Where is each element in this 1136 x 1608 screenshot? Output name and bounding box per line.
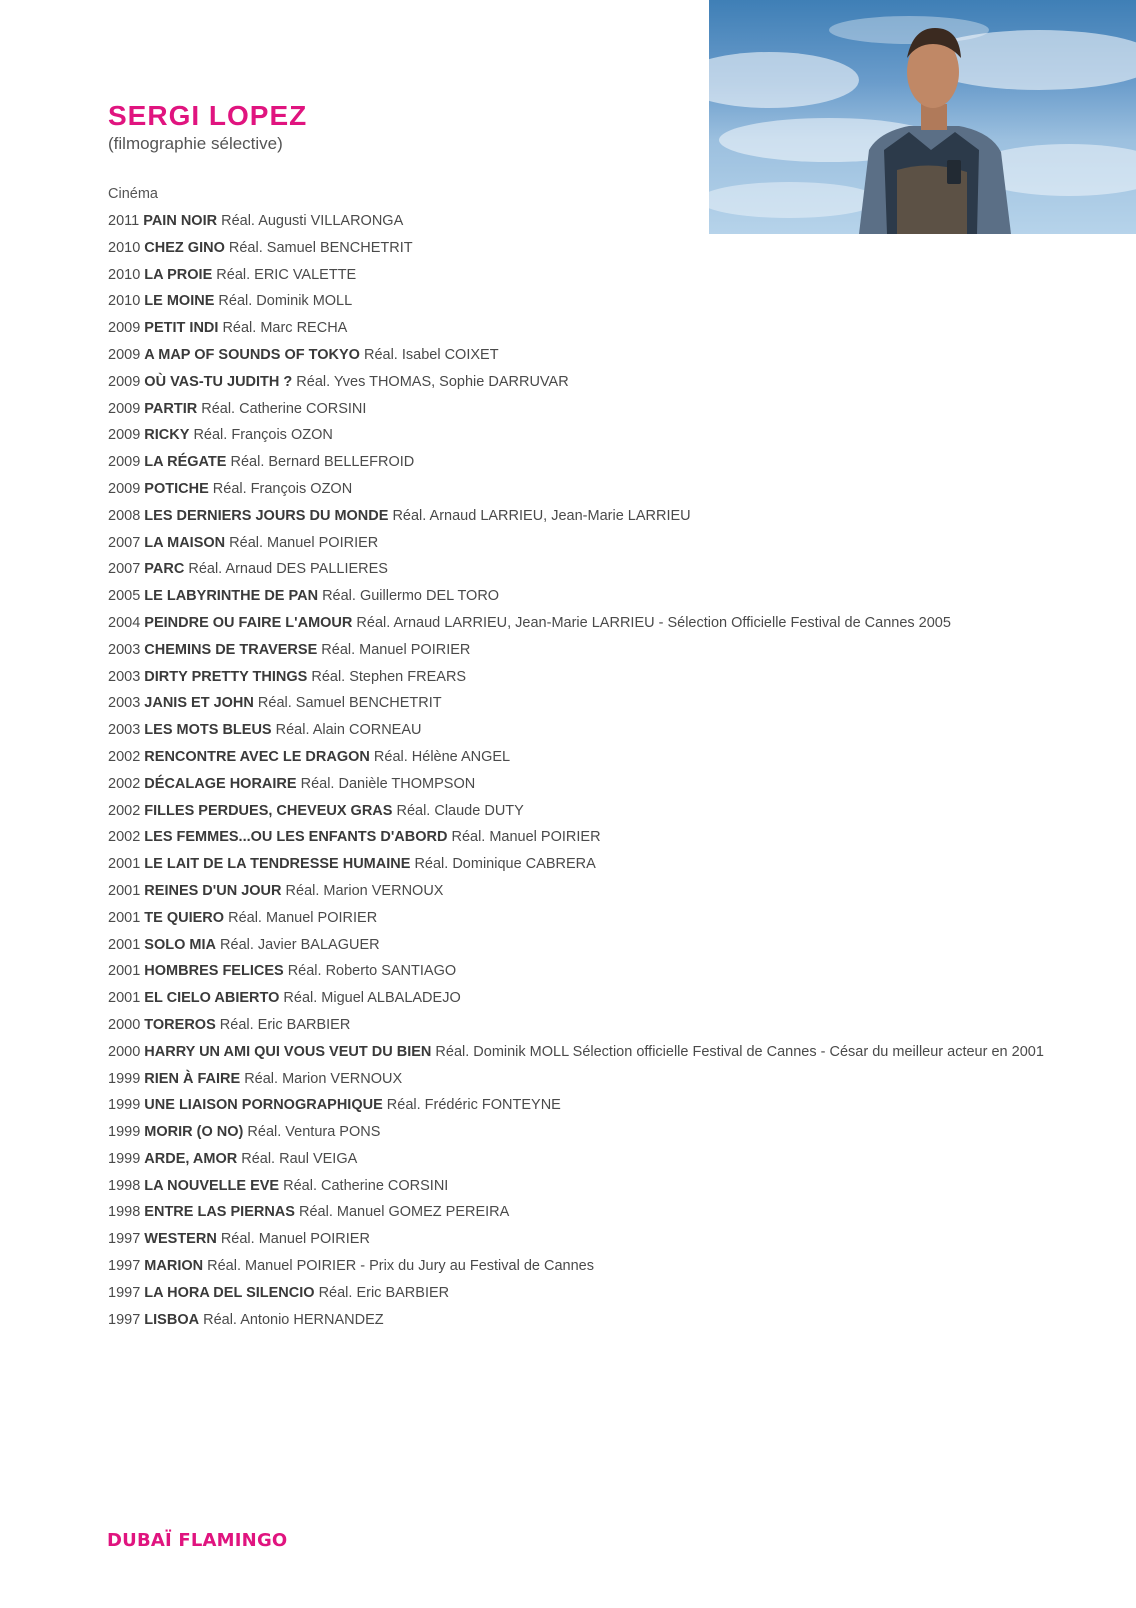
- film-year: 2002: [108, 775, 141, 792]
- film-entry: [108, 288, 1044, 315]
- film-year: 2003: [108, 641, 141, 658]
- film-title: PARTIR: [144, 400, 198, 417]
- film-title: LE LABYRINTHE DE PAN: [144, 588, 319, 605]
- film-year: 2000: [108, 1043, 141, 1060]
- film-year: 2008: [108, 507, 141, 524]
- film-title: REINES D'UN JOUR: [144, 882, 282, 899]
- film-entry: [108, 1307, 1044, 1334]
- film-year: 2009: [108, 320, 141, 337]
- film-title: RIEN À FAIRE: [144, 1070, 241, 1087]
- film-entry: [108, 637, 1044, 664]
- film-entry: [108, 556, 1044, 583]
- film-title: LA NOUVELLE EVE: [144, 1177, 280, 1194]
- film-details: Réal. Marion VERNOUX: [244, 1070, 403, 1087]
- film-details: Réal. Bernard BELLEFROID: [230, 454, 415, 471]
- film-details: Réal. Eric BARBIER: [219, 1016, 351, 1033]
- film-details: Réal. Frédéric FONTEYNE: [386, 1097, 561, 1114]
- film-year: 2002: [108, 802, 141, 819]
- film-year: 1999: [108, 1097, 141, 1114]
- film-title: TOREROS: [144, 1016, 216, 1033]
- film-details: Réal. Miguel ALBALADEJO: [283, 990, 461, 1007]
- film-year: 1997: [108, 1311, 141, 1328]
- film-title: LA PROIE: [144, 266, 213, 283]
- film-details: Réal. François OZON: [193, 427, 333, 444]
- film-title: LA HORA DEL SILENCIO: [144, 1284, 315, 1301]
- film-year: 2007: [108, 534, 141, 551]
- film-year: 2009: [108, 480, 141, 497]
- film-title: LES DERNIERS JOURS DU MONDE: [144, 507, 389, 524]
- film-title: DÉCALAGE HORAIRE: [144, 775, 297, 792]
- film-entry: [108, 851, 1044, 878]
- film-title: MARION: [144, 1258, 204, 1275]
- film-details: Réal. Isabel COIXET: [363, 346, 499, 363]
- actor-photo-illustration: [709, 0, 1136, 234]
- filmography-list: [108, 208, 1044, 1333]
- film-details: Réal. ERIC VALETTE: [216, 266, 357, 283]
- film-year: 1998: [108, 1204, 141, 1221]
- page-title: SERGI LOPEZ: [108, 100, 308, 131]
- film-year: 2003: [108, 695, 141, 712]
- film-details: Réal. Claude DUTY: [396, 802, 524, 819]
- section-label: Cinéma: [108, 186, 158, 202]
- film-title: LA MAISON: [144, 534, 226, 551]
- film-entry: [108, 1280, 1044, 1307]
- film-entry: [108, 235, 1044, 262]
- film-year: 2002: [108, 829, 141, 846]
- film-entry: [108, 905, 1044, 932]
- film-details: Réal. Raul VEIGA: [241, 1150, 358, 1167]
- film-details: Réal. Marc RECHA: [222, 320, 348, 337]
- page-subtitle: (filmographie sélective): [108, 134, 283, 153]
- film-details: Réal. Manuel POIRIER - Prix du Jury au Festival de Cannes: [207, 1258, 594, 1275]
- film-title: LISBOA: [144, 1311, 200, 1328]
- film-title: PETIT INDI: [144, 320, 219, 337]
- film-entry: [108, 1173, 1044, 1200]
- film-entry: [108, 208, 1044, 235]
- film-year: 1999: [108, 1070, 141, 1087]
- film-details: Réal. Yves THOMAS, Sophie DARRUVAR: [296, 373, 569, 390]
- film-entry: [108, 1253, 1044, 1280]
- film-details: Réal. François OZON: [212, 480, 353, 497]
- film-title: RENCONTRE AVEC LE DRAGON: [144, 748, 370, 765]
- film-title: CHEMINS DE TRAVERSE: [144, 641, 318, 658]
- film-details: Réal. Augusti VILLARONGA: [221, 213, 404, 229]
- film-details: Réal. Javier BALAGUER: [220, 936, 380, 953]
- film-year: 1999: [108, 1150, 141, 1167]
- film-year: 2010: [108, 293, 141, 310]
- film-title: MORIR (O NO): [144, 1124, 244, 1141]
- film-entry: [108, 1012, 1044, 1039]
- film-entry: [108, 1199, 1044, 1226]
- film-entry: [108, 315, 1044, 342]
- film-title: OÙ VAS-TU JUDITH ?: [144, 373, 293, 390]
- film-year: 2009: [108, 373, 141, 390]
- film-details: Réal. Dominique CABRERA: [414, 856, 596, 873]
- film-details: Réal. Catherine CORSINI: [201, 400, 367, 417]
- film-entry: [108, 744, 1044, 771]
- film-details: Réal. Manuel POIRIER: [229, 534, 379, 551]
- film-entry: [108, 449, 1044, 476]
- film-entry: [108, 1039, 1044, 1066]
- film-title: FILLES PERDUES, CHEVEUX GRAS: [144, 802, 393, 819]
- film-title: ENTRE LAS PIERNAS: [144, 1204, 295, 1221]
- film-details: Réal. Stephen FREARS: [311, 668, 467, 685]
- film-entry: [108, 342, 1044, 369]
- film-entry: [108, 824, 1044, 851]
- film-details: Réal. Catherine CORSINI: [283, 1177, 449, 1194]
- film-entry: [108, 583, 1044, 610]
- film-title: DIRTY PRETTY THINGS: [144, 668, 308, 685]
- film-details: Réal. Arnaud LARRIEU, Jean-Marie LARRIEU - Sélection Officielle Festival de Cannes 2005: [356, 614, 951, 631]
- film-year: 1999: [108, 1124, 141, 1141]
- film-year: 2003: [108, 722, 141, 739]
- film-details: Réal. Manuel GOMEZ PEREIRA: [299, 1204, 510, 1221]
- film-entry: [108, 396, 1044, 423]
- film-year: 2005: [108, 588, 141, 605]
- film-entry: [108, 262, 1044, 289]
- film-entry: [108, 1226, 1044, 1253]
- film-year: 2001: [108, 936, 141, 953]
- film-entry: [108, 503, 1044, 530]
- film-entry: [108, 1066, 1044, 1093]
- film-year: 2009: [108, 346, 141, 363]
- film-details: Réal. Samuel BENCHETRIT: [257, 695, 442, 712]
- film-year: 2001: [108, 882, 141, 899]
- film-title: HOMBRES FELICES: [144, 963, 284, 980]
- film-title: PEINDRE OU FAIRE L'AMOUR: [144, 614, 353, 631]
- film-title: HARRY UN AMI QUI VOUS VEUT DU BIEN: [144, 1043, 432, 1060]
- film-title: SOLO MIA: [144, 936, 216, 953]
- film-details: Réal. Ventura PONS: [247, 1124, 381, 1141]
- film-entry: [108, 771, 1044, 798]
- actor-photo: [709, 0, 1136, 234]
- film-title: UNE LIAISON PORNOGRAPHIQUE: [144, 1097, 383, 1114]
- film-details: Réal. Dominik MOLL Sélection officielle Festival de Cannes - César du meilleur acteur en 2001: [435, 1043, 1044, 1060]
- film-year: 1997: [108, 1231, 141, 1248]
- film-entry: [108, 932, 1044, 959]
- film-details: Réal. Dominik MOLL: [218, 293, 353, 310]
- film-year: 2009: [108, 427, 141, 444]
- film-details: Réal. Guillermo DEL TORO: [322, 588, 500, 605]
- film-entry: [108, 664, 1044, 691]
- film-entry: [108, 422, 1044, 449]
- film-entry: [108, 610, 1044, 637]
- film-title: CHEZ GINO: [144, 239, 225, 256]
- film-entry: [108, 878, 1044, 905]
- film-details: Réal. Alain CORNEAU: [275, 722, 422, 739]
- film-details: Réal. Antonio HERNANDEZ: [203, 1311, 384, 1328]
- film-title: A MAP OF SOUNDS OF TOKYO: [144, 346, 360, 363]
- film-entry: [108, 1119, 1044, 1146]
- film-details: Réal. Manuel POIRIER: [451, 829, 601, 846]
- film-title: LE LAIT DE LA TENDRESSE HUMAINE: [144, 856, 411, 873]
- film-entry: [108, 798, 1044, 825]
- film-year: 2009: [108, 400, 141, 417]
- film-entry: [108, 1146, 1044, 1173]
- film-title: LA RÉGATE: [144, 454, 227, 471]
- footer-logo: DUBAÏ FLAMINGO: [107, 1530, 288, 1551]
- film-entry: [108, 985, 1044, 1012]
- film-details: Réal. Danièle THOMPSON: [300, 775, 476, 792]
- film-entry: [108, 958, 1044, 985]
- film-title: ARDE, AMOR: [144, 1150, 238, 1167]
- film-year: 1997: [108, 1284, 141, 1301]
- film-year: 1998: [108, 1177, 141, 1194]
- film-details: Réal. Manuel POIRIER: [228, 909, 378, 926]
- film-year: 2001: [108, 963, 141, 980]
- film-title: EL CIELO ABIERTO: [144, 990, 280, 1007]
- film-title: LES MOTS BLEUS: [144, 722, 272, 739]
- film-details: Réal. Marion VERNOUX: [285, 882, 444, 899]
- film-year: 2001: [108, 909, 141, 926]
- film-details: Réal. Manuel POIRIER: [220, 1231, 370, 1248]
- film-title: LE MOINE: [144, 293, 215, 310]
- film-entry: [108, 717, 1044, 744]
- film-year: 1997: [108, 1258, 141, 1275]
- film-title: PARC: [144, 561, 185, 578]
- film-title: POTICHE: [144, 480, 209, 497]
- film-year: 2010: [108, 266, 141, 283]
- film-year: 2004: [108, 614, 141, 631]
- film-year: 2000: [108, 1016, 141, 1033]
- film-year: 2001: [108, 856, 141, 873]
- film-details: Réal. Hélène ANGEL: [373, 748, 511, 765]
- film-title: JANIS ET JOHN: [144, 695, 254, 712]
- film-details: Réal. Roberto SANTIAGO: [287, 963, 457, 980]
- film-year: 2007: [108, 561, 141, 578]
- film-entry: [108, 369, 1044, 396]
- film-details: Réal. Samuel BENCHETRIT: [228, 239, 413, 256]
- film-title: PAIN NOIR: [143, 213, 218, 229]
- film-year: 2001: [108, 990, 141, 1007]
- film-year: 2002: [108, 748, 141, 765]
- film-year: 2003: [108, 668, 141, 685]
- film-title: TE QUIERO: [144, 909, 225, 926]
- film-year: 2009: [108, 454, 141, 471]
- film-details: Réal. Arnaud LARRIEU, Jean-Marie LARRIEU: [392, 507, 691, 524]
- film-details: Réal. Arnaud DES PALLIERES: [188, 561, 388, 578]
- film-year: 2010: [108, 239, 141, 256]
- film-details: Réal. Eric BARBIER: [318, 1284, 450, 1301]
- film-entry: [108, 476, 1044, 503]
- film-entry: [108, 690, 1044, 717]
- film-entry: [108, 1092, 1044, 1119]
- film-title: RICKY: [144, 427, 190, 444]
- film-title: WESTERN: [144, 1231, 217, 1248]
- film-year: 2011: [108, 213, 140, 229]
- film-entry: [108, 530, 1044, 557]
- film-title: LES FEMMES...OU LES ENFANTS D'ABORD: [144, 829, 448, 846]
- film-details: Réal. Manuel POIRIER: [321, 641, 471, 658]
